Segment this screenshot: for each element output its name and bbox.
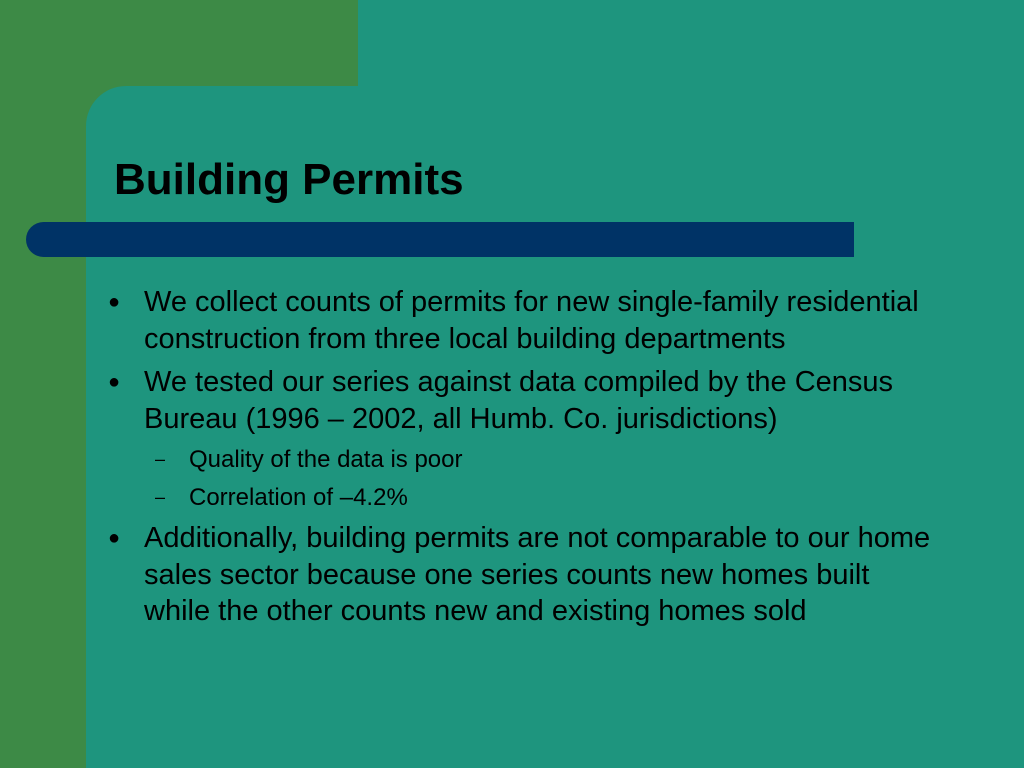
- slide-title: Building Permits: [114, 155, 464, 204]
- dash-icon: –: [155, 487, 166, 507]
- bullet-text: We collect counts of permits for new single-family residential construction from three local building departments: [144, 286, 919, 355]
- bullet-icon: ●: [108, 527, 121, 549]
- bullet-text: Additionally, building permits are not comparable to our home sales sector because one series counts new homes built while the other counts new and existing homes sold: [144, 522, 931, 627]
- slide-body: [0, 284, 1024, 637]
- bullet-item: [0, 364, 934, 437]
- bullet-icon: ●: [108, 371, 121, 393]
- sub-bullet-text: Correlation of –4.2%: [189, 484, 408, 511]
- sub-bullet-item: [0, 444, 929, 475]
- bullet-icon: ●: [108, 291, 121, 313]
- bullet-text: We tested our series against data compiled by the Census Bureau (1996 – 2002, all Humb. Co. jurisdictions): [144, 366, 894, 435]
- bullet-item: [0, 520, 934, 630]
- sub-bullet-item: [0, 482, 929, 513]
- background-panel-top: [358, 0, 1024, 90]
- title-underline-bar: [26, 222, 854, 257]
- dash-icon: –: [155, 449, 166, 469]
- sub-bullet-text: Quality of the data is poor: [189, 446, 463, 473]
- bullet-item: [0, 284, 934, 357]
